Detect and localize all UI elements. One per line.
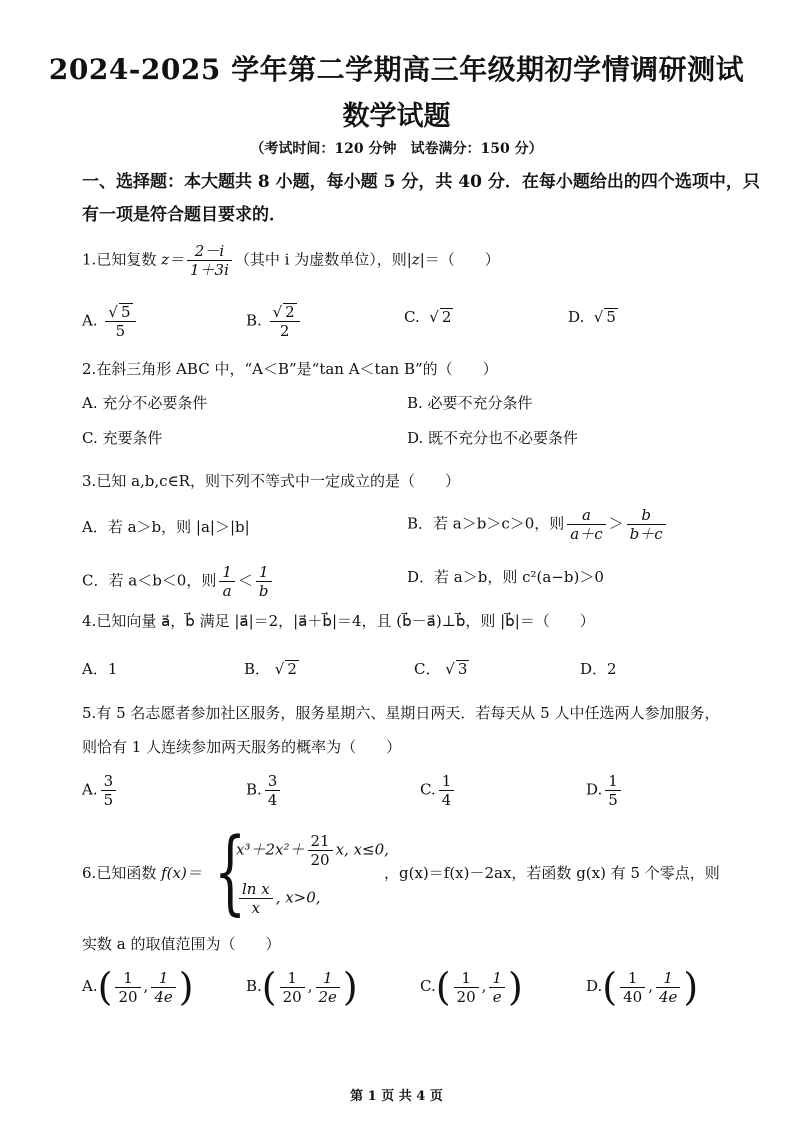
q2-option-d[interactable]: D. 既不充分也不必要条件	[407, 429, 579, 447]
q1-option-b[interactable]: B. $\frac{√ 2}{2}$	[246, 303, 303, 340]
exam-subtitle: 数学试题	[342, 101, 451, 132]
exam-info: （考试时间：120 分钟 试卷满分：150 分）	[250, 141, 543, 157]
exam-title: 2024-2025 学年第二学期高三年级期初学情调研测试	[48, 53, 745, 86]
q1-fraction: $\frac{2-i}{1+3i}$	[187, 242, 232, 279]
q3-option-a[interactable]: A．若 a＞b，则 |a|＞|b|	[82, 518, 250, 536]
q1-option-a[interactable]: A. $\frac{√ 5}{5}$	[82, 303, 139, 340]
q4-option-d[interactable]: D．2	[580, 660, 617, 678]
question-5-line2: 则恰有 1 人连续参加两天服务的概率为（ ）	[82, 738, 402, 756]
question-6-line2: 实数 a 的取值范围为（ ）	[82, 935, 281, 953]
piecewise-case-1: x³＋2x²＋ $\frac{21}{20}$ x, x≤0,	[236, 832, 389, 869]
q6-option-a[interactable]: A.( $\frac{1}{20}$ , $\frac{1}{4e}$ )	[82, 965, 194, 1009]
q4-option-c[interactable]: C． √ 3	[414, 660, 468, 678]
question-1: 1.已知复数 z＝ $\frac{2-i}{1+3i}$ （其中 i 为虚数单位），则|z|＝（ ）	[82, 242, 500, 279]
q2-option-a[interactable]: A. 充分不必要条件	[82, 394, 208, 412]
question-3: 3.已知 a,b,c∈R，则下列不等式中一定成立的是（ ）	[82, 472, 460, 490]
q1-option-d[interactable]: D. √ 5	[568, 308, 616, 326]
q4-option-b[interactable]: B． √ 2	[244, 660, 297, 678]
q2-option-c[interactable]: C. 充要条件	[82, 429, 163, 447]
brace-icon: {	[214, 818, 247, 925]
question-2: 2.在斜三角形 ABC 中，“A＜B”是“tan A＜tan B”的（ ）	[82, 360, 498, 378]
question-6-tail: ，g(x)＝f(x)－2ax，若函数 g(x) 有 5 个零点，则	[384, 864, 720, 882]
piecewise-case-2: $\frac{\text{ln x}}{x}$ , x>0,	[236, 880, 321, 917]
q3-option-b[interactable]: B．若 a＞b＞c＞0，则 $\frac{a}{a+c}$ ＞ $\frac{b}{b+c}$	[407, 506, 669, 543]
q6-option-c[interactable]: C.( $\frac{1}{20}$ , $\frac{1}{e}$ )	[420, 965, 523, 1009]
page-footer: 第 1 页 共 4 页	[350, 1089, 443, 1104]
q6-option-d[interactable]: D.( $\frac{1}{40}$ , $\frac{1}{4e}$ )	[586, 965, 699, 1009]
question-4: 4.已知向量 a⃗，b⃗ 满足 |a⃗|＝2，|a⃗＋b⃗|＝4，且 (b⃗－a⃗)⊥b⃗，则 |b⃗|＝（ ）	[82, 612, 595, 630]
section-heading: 一、选择题：本大题共 8 小题，每小题 5 分，共 40 分．在每小题给出的四个选项中，只有一项是符合题目要求的．	[82, 172, 760, 225]
question-5: 5.有 5 名志愿者参加社区服务，服务星期六、星期日两天．若每天从 5 人中任选两人参加服务，	[82, 704, 720, 722]
q3-option-c[interactable]: C．若 a＜b＜0，则 $\frac{1}{a}$ ＜ $\frac{1}{b}$	[82, 563, 275, 600]
q2-option-b[interactable]: B. 必要不充分条件	[407, 394, 533, 412]
q5-option-a[interactable]: A. $\frac{3}{5}$	[82, 772, 119, 809]
q6-option-b[interactable]: B.( $\frac{1}{20}$ , $\frac{1}{2e}$ )	[246, 965, 358, 1009]
q3-option-d[interactable]: D．若 a＞b，则 c²(a−b)＞0	[407, 568, 604, 586]
q5-option-b[interactable]: B. $\frac{3}{4}$	[246, 772, 283, 809]
question-6-lead: 6.已知函数 f(x)＝	[82, 864, 202, 882]
q4-option-a[interactable]: A．1	[82, 660, 118, 678]
q5-option-c[interactable]: C. $\frac{1}{4}$	[420, 772, 457, 809]
q1-option-c[interactable]: C. √ 2	[404, 308, 452, 326]
q5-option-d[interactable]: D. $\frac{1}{5}$	[586, 772, 624, 809]
